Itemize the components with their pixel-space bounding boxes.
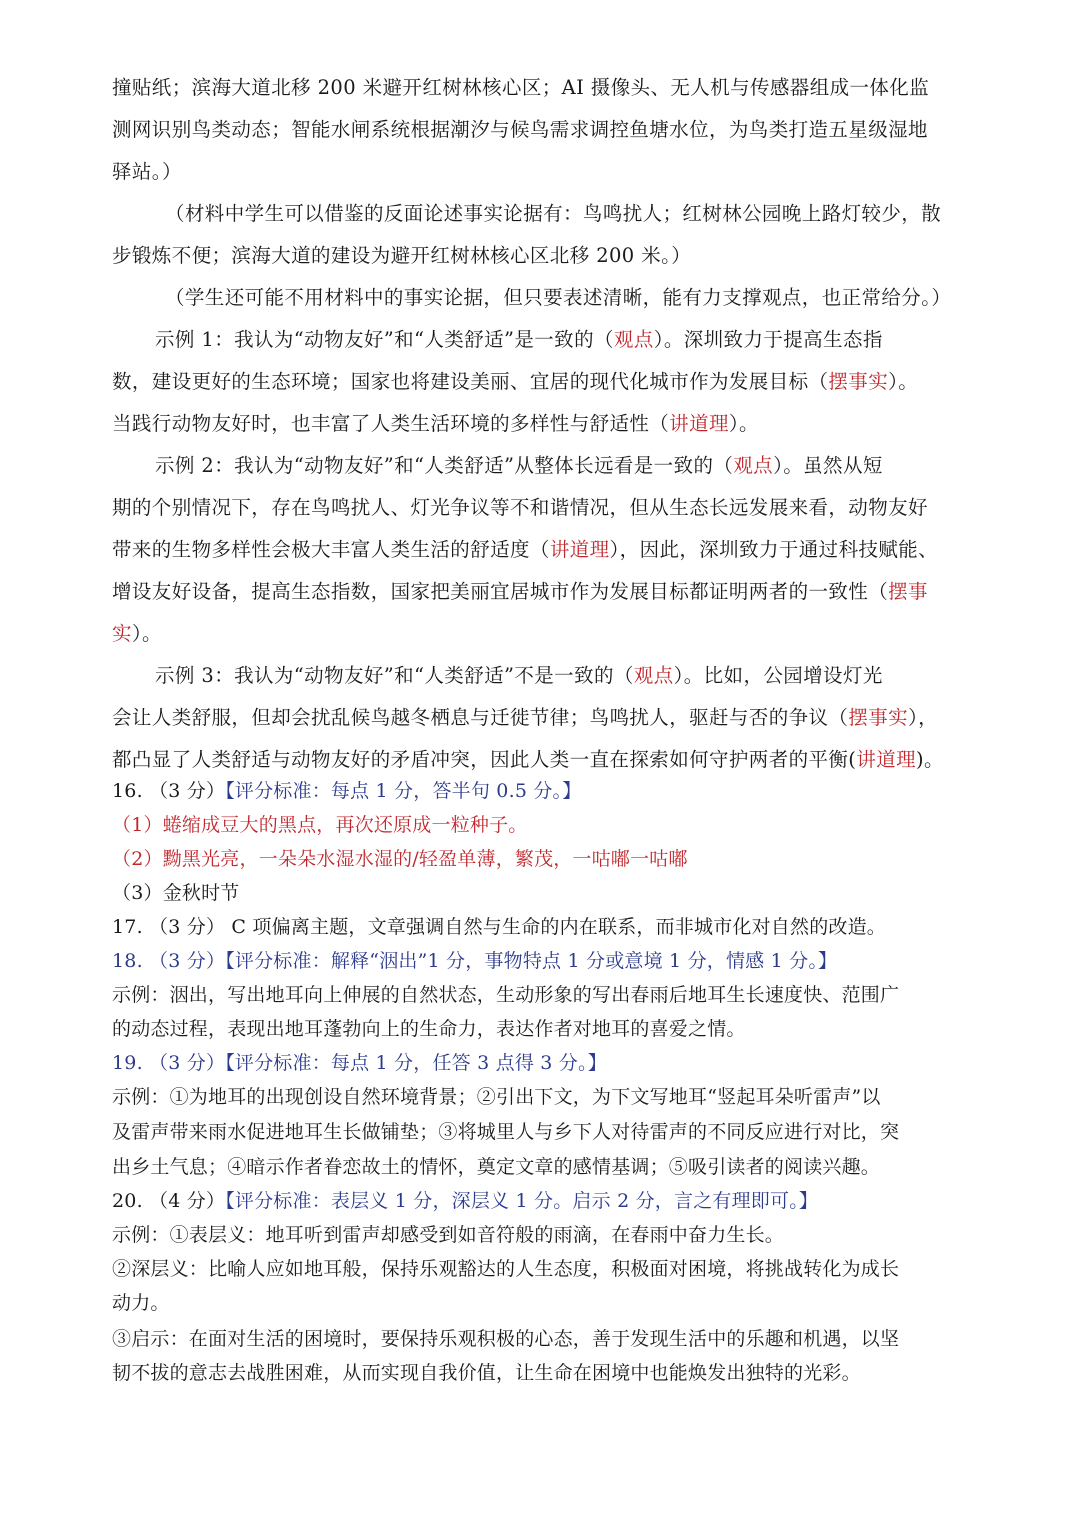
- tag-facts: 实: [112, 622, 132, 645]
- q18-line-1: 示例：洇出，写出地耳向上伸展的自然状态，生动形象的写出春雨后地耳生长速度快、范围广: [112, 984, 900, 1006]
- scoring-criteria: 【评分标准：每点 1 分，任答 3 点得 3 分。】: [225, 1052, 607, 1074]
- q16-heading: 16. （3 分）【评分标准：每点 1 分，答半句 0.5 分。】: [112, 780, 582, 802]
- p2-line-2: 步锻炼不便；滨海大道的建设为避开红树林核心区北移 200 米。）: [112, 244, 692, 267]
- example-3-line-1: 示例 3：我认为“动物友好”和“人类舒适”不是一致的（观点）。比如，公园增设灯光: [155, 664, 883, 687]
- example-2-line-3: 带来的生物多样性会极大丰富人类生活的舒适度（讲道理），因此，深圳致力于通过科技赋能、: [112, 538, 939, 561]
- tag-reasoning: 讲道理: [549, 538, 610, 561]
- q16-answer-1: （1）蜷缩成豆大的黑点，再次还原成一粒种子。: [112, 814, 528, 836]
- tag-viewpoint: 观点: [733, 454, 774, 477]
- tag-viewpoint: 观点: [613, 328, 654, 351]
- p1-line-2: 测网识别鸟类动态；智能水闸系统根据潮汐与候鸟需求调控鱼塘水位，为鸟类打造五星级湿地: [112, 118, 928, 141]
- q18-line-2: 的动态过程，表现出地耳蓬勃向上的生命力，表达作者对地耳的喜爱之情。: [112, 1018, 746, 1040]
- scoring-criteria: 【评分标准：解释“洇出”1 分，事物特点 1 分或意境 1 分，情感 1 分。】: [225, 950, 838, 972]
- q20-heading: 20. （4 分）【评分标准：表层义 1 分，深层义 1 分。启示 2 分，言之有理即可。】: [112, 1190, 819, 1212]
- example-2-line-2: 期的个别情况下，存在鸟鸣扰人、灯光争议等不和谐情况，但从生态长远发展来看，动物友好: [112, 496, 928, 519]
- tag-facts: 摆事实: [848, 706, 909, 729]
- scoring-criteria: 【评分标准：表层义 1 分，深层义 1 分。启示 2 分，言之有理即可。】: [225, 1190, 819, 1212]
- q19-heading: 19. （3 分）【评分标准：每点 1 分，任答 3 点得 3 分。】: [112, 1052, 607, 1074]
- example-1-line-1: 示例 1：我认为“动物友好”和“人类舒适”是一致的（观点）。深圳致力于提高生态指: [155, 328, 883, 351]
- q20-line-5: 韧不拔的意志去战胜困难，从而实现自我价值，让生命在困境中也能焕发出独特的光彩。: [112, 1362, 861, 1384]
- q17-answer: 17. （3 分） C 项偏离主题，文章强调自然与生命的内在联系，而非城市化对自然的改造。: [112, 916, 887, 938]
- q20-line-2: ②深层义：比喻人应如地耳般，保持乐观豁达的人生态度，积极面对困境，将挑战转化为成长: [112, 1258, 900, 1280]
- example-1-line-2: 数，建设更好的生态环境；国家也将建设美丽、宜居的现代化城市作为发展目标（摆事实）。: [112, 370, 919, 393]
- q20-line-4: ③启示：在面对生活的困境时，要保持乐观积极的心态，善于发现生活中的乐趣和机遇，以坚: [112, 1328, 900, 1350]
- p1-line-3: 驿站。）: [112, 160, 182, 183]
- example-2-line-4: 增设友好设备，提高生态指数，国家把美丽宜居城市作为发展目标都证明两者的一致性（摆事: [112, 580, 928, 603]
- example-3-line-3: 都凸显了人类舒适与动物友好的矛盾冲突，因此人类一直在探索如何守护两者的平衡(讲道理)。: [112, 748, 944, 771]
- q19-line-1: 示例：①为地耳的出现创设自然环境背景；②引出下文，为下文写地耳“竖起耳朵听雷声”以: [112, 1086, 881, 1108]
- tag-facts: 摆事实: [828, 370, 889, 393]
- p1-line-1: 撞贴纸；滨海大道北移 200 米避开红树林核心区；AI 摄像头、无人机与传感器组成一体化监: [112, 76, 930, 99]
- q16-answer-3: （3）金秋时节: [112, 882, 240, 904]
- tag-facts: 摆事: [888, 580, 928, 603]
- scoring-criteria: 【评分标准：每点 1 分，答半句 0.5 分。】: [225, 780, 582, 802]
- q16-answer-2: （2）黝黑光亮，一朵朵水湿水湿的/轻盈单薄，繁茂，一咕嘟一咕嘟: [112, 848, 688, 870]
- example-1-line-3: 当践行动物友好时，也丰富了人类生活环境的多样性与舒适性（讲道理）。: [112, 412, 759, 435]
- example-3-line-2: 会让人类舒服，但却会扰乱候鸟越冬栖息与迁徙节律；鸟鸣扰人，驱赶与否的争议（摆事实），: [112, 706, 939, 729]
- p2-line-1: （材料中学生可以借鉴的反面论述事实论据有：鸟鸣扰人；红树林公园晚上路灯较少，散: [165, 202, 942, 225]
- example-2-line-5: 实）。: [112, 622, 162, 645]
- example-2-line-1: 示例 2：我认为“动物友好”和“人类舒适”从整体长远看是一致的（观点）。虽然从短: [155, 454, 883, 477]
- q19-line-3: 出乡土气息；④暗示作者眷恋故土的情怀，奠定文章的感情基调；⑤吸引读者的阅读兴趣。: [112, 1156, 881, 1178]
- q18-heading: 18. （3 分）【评分标准：解释“洇出”1 分，事物特点 1 分或意境 1 分，情感 1 分。】: [112, 950, 838, 972]
- q19-line-2: 及雷声带来雨水促进地耳生长做铺垫；③将城里人与乡下人对待雷声的不同反应进行对比，突: [112, 1121, 900, 1143]
- q20-line-3: 动力。: [112, 1292, 170, 1314]
- tag-reasoning: 讲道理: [856, 748, 917, 771]
- q20-line-1: 示例：①表层义：地耳听到雷声却感受到如音符般的雨滴，在春雨中奋力生长。: [112, 1224, 785, 1246]
- tag-viewpoint: 观点: [633, 664, 674, 687]
- tag-reasoning: 讲道理: [669, 412, 729, 435]
- p3-note: （学生还可能不用材料中的事实论据，但只要表述清晰，能有力支撑观点，也正常给分。）: [165, 286, 952, 309]
